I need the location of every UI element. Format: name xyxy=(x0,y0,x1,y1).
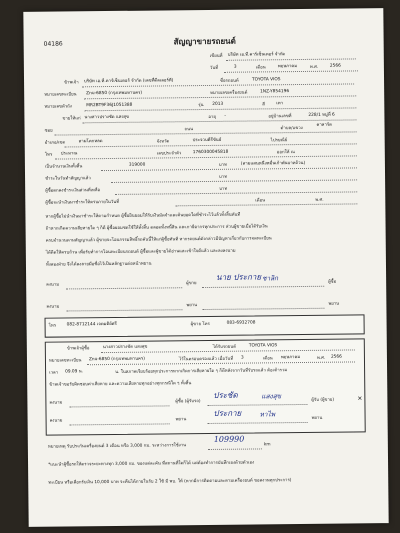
date-line xyxy=(224,70,358,72)
address-label: อยู่บ้านเลขที่ xyxy=(268,114,292,120)
receipt-buyer-role: ผู้ซื้อ (ผู้รับรถ) xyxy=(175,399,201,405)
receipt-plate: Znu-6850 (กรุงเทพมหานคร) xyxy=(88,356,145,363)
color-value: เทา xyxy=(276,101,284,107)
price-label: เป็นจำนวนเงินทั้งสิ้น xyxy=(44,164,83,170)
delivered-label: ไว้ในครอบครองแล้ว เมื่อวันที่ xyxy=(178,356,234,363)
deadline-month-label: เดือน xyxy=(255,198,266,204)
buyer-name: นางสาวปรางชัด แสงสุข xyxy=(84,114,130,121)
received-car: TOYOTA VIOS xyxy=(248,343,278,349)
phone-line xyxy=(55,155,357,159)
time-value: 09.09 น. xyxy=(65,369,84,375)
sign-label-seller: ลงนาม xyxy=(46,282,60,288)
place-label: เขียนที่ xyxy=(209,53,223,59)
date-label: วันที่ xyxy=(209,65,219,71)
province-label: จังหวัด xyxy=(156,139,170,145)
buyer-phone: 083-6932708 xyxy=(226,320,256,326)
receipt-signature-1-note: แสงสุข xyxy=(261,392,282,401)
deadline-year-label: พ.ศ. xyxy=(315,197,324,203)
buyer-phone-label: ผู้ขาย โทร xyxy=(190,321,210,328)
chassis-label: หมายเลขตัวถัง xyxy=(44,104,72,110)
deposit-line xyxy=(111,179,357,183)
date-month: พฤษภาคม xyxy=(277,64,298,70)
deposit-baht: บาท xyxy=(219,174,228,180)
got-car-label: ได้รับรถยนต์ xyxy=(212,344,237,350)
mileage-line xyxy=(208,448,262,450)
receipt-receiver-role: ผู้รับ (ผู้ขาย) xyxy=(311,397,335,403)
district-line xyxy=(65,143,357,147)
rest-line xyxy=(115,191,357,195)
clause-3: ครบจำนวนตามสัญญาแล้ว ผู้ขายจะโอนกรรมสิทธิ์รถคันนี้ให้แก่ผู้ซื้อทันที หากรถยนต์ดังกล่าวมีปัญหาเกี่ยวกับการจดทะเบียน xyxy=(45,236,272,244)
seller-label: ข้าพเจ้า xyxy=(64,80,79,86)
seller-role: ผู้ขาย xyxy=(186,281,197,287)
receipt-clause-2: ข้าพเจ้าขอรับผิดชอบค่าเสียหาย และความเสียหายทุกอย่างทุกกรณีใด ๆ ทั้งสิ้น xyxy=(49,381,192,388)
engine-label: หมายเลขเครื่องยนต์ xyxy=(210,90,248,96)
document-title: สัญญาขายรถยนต์ xyxy=(173,36,236,47)
seller-phone-label: โทร xyxy=(48,323,57,329)
seller-sign-line xyxy=(66,287,182,289)
witness-line-1 xyxy=(66,309,182,311)
witness-role-2: พยาน xyxy=(328,301,340,307)
time-label: เวลา xyxy=(49,370,59,376)
deadline-label: ผู้ซื้อจะนำเงินมาชำระให้ครบภายในวันที่ xyxy=(45,199,120,206)
date-year: 2566 xyxy=(329,63,341,69)
receipt-sign-label-1: ลงนาม xyxy=(49,400,63,406)
model-year-value: 2013 xyxy=(212,101,224,107)
phone-label: โทร xyxy=(44,152,53,158)
house-no: 228/1 หมู่ที่ 6 xyxy=(308,112,335,118)
deposit-label: ชำระในวันทำสัญญาแล้ว xyxy=(45,176,91,182)
subdistrict-value: คาลาร์ต xyxy=(316,122,332,128)
subdistrict-label: ตำบล/แขวง xyxy=(280,125,303,132)
seller-name: บริษัท เอ.ที.คาร์เซ็นเตอร์ จำกัด (เลขที่ดีลเลอร์ที) xyxy=(84,78,174,85)
mileage-unit: km xyxy=(263,442,271,448)
receipt-day: 3 xyxy=(240,355,244,361)
footer-note-2: ทะเบียน หรือเลือกรับเงิน 10,000 บาท จะคืนได้ภายในรับ 2 ใช้ มี พบ. ให้ (หากมีการติดตามและตามเครื่องยนต์ ขอสงวนทุกประการ) xyxy=(48,478,292,486)
soi-line xyxy=(55,131,357,135)
footer-note-1: *แนะนำผู้ซื้อรถให้ตรวจระยะทางทุก 3,000 กม. ของแต่ละคัน ที่สถานที่ใดก็ได้ แต่ต้องทำการบันทึกเองด้วยตัวเอง xyxy=(48,460,255,468)
buyer-role: ผู้ซื้อ xyxy=(328,279,337,285)
brand-label: ชื่อรถยนต์ xyxy=(220,78,239,84)
color-label: สี xyxy=(262,102,265,108)
contract-paper xyxy=(23,8,388,527)
deadline-line xyxy=(175,203,357,206)
receipt-year-label: พ.ศ. xyxy=(316,355,326,361)
id-label: เลขประจำตัว xyxy=(156,151,182,157)
price-value: 319000 xyxy=(128,162,146,168)
receipt-sign-label-2: ลงนาม xyxy=(49,418,63,424)
seller-phone: 082-8712144 เจตมติย์ศรี xyxy=(66,321,117,328)
cross-mark: ✕ xyxy=(357,395,363,403)
receipt-signature-1: ประชัด xyxy=(213,390,238,400)
receipt-signature-2: ประกาย xyxy=(213,408,242,418)
receipt-witness-role-1: พยาน xyxy=(175,417,187,423)
witness-role-1: พยาน xyxy=(186,303,198,309)
buyer-sign-line xyxy=(202,286,324,288)
phone-value: ประมาณ xyxy=(60,151,78,157)
plate-label: หมายเลขทะเบียน xyxy=(44,92,77,98)
soi-label: ซอย xyxy=(44,128,53,134)
receipt-clause-1: น. ในสภาพเรียบร้อยทุกประการหากเกิดการเสียหายใด ๆ ก็ดีหลังจากวันที่รับรถแล้ว ต้องถ้ารวม xyxy=(115,368,288,375)
seller-signature: นาย ประกาย xyxy=(216,272,262,282)
receipt-month-label: เดือน xyxy=(262,356,273,362)
seller-signature-note: ชาลิก xyxy=(262,274,279,283)
id-value: 1760300045818 xyxy=(192,149,229,156)
sign-label-witness: ลงนาม xyxy=(46,304,60,310)
sold-to-label: ขายให้แก่ xyxy=(62,116,81,122)
clause-2: ถ้าหากเกิดความเสียหายใด ๆ ก็ดี ผู้ซื้อยอมชดใช้ให้ทั้งสิ้น ตลอดทั้งหนี้สิน และภาษีอากรทุกประการ ส่วนผู้ขายเมื่อได้รับเงิน xyxy=(45,224,268,232)
age-label: อายุ xyxy=(208,114,216,120)
issued-at-label: ออกให้ ณ xyxy=(276,150,295,156)
postcode-label: ไปรษณีย์ xyxy=(270,138,288,144)
age-value: - xyxy=(224,113,227,119)
price-baht: บาท xyxy=(218,162,227,168)
receipt-year: 2566 xyxy=(330,354,342,360)
month-label: เดือน xyxy=(255,65,266,71)
clause-5: ทั้งสองฝ่าย จึงได้ลงลายมือชื่อไว้เป็นหลักฐานต่อหน้าพยาน xyxy=(45,261,152,268)
model-year-label: รุ่น xyxy=(198,103,204,109)
price-words: (สามแสนหนึ่งหมื่นเก้าพันบาทถ้วน) xyxy=(240,160,306,167)
receipt-month: พฤษภาคม xyxy=(280,355,301,361)
receipt-signature-2-note: หาไพ xyxy=(259,410,276,419)
witness-line-2 xyxy=(202,308,324,310)
clause-4: ได้ติดให้ครบถ้วน เพื่อรับทำการโอนทะเบียนรถยนต์ ผู้ซื้อและผู้ขายได้อ่านและเข้าใจดีแล้ว และลงลงนาม xyxy=(45,248,236,256)
rest-baht: บาท xyxy=(219,186,228,192)
rest-label: ผู้ซื้อตกลงชำระเงินส่วนที่เหลือ xyxy=(45,188,101,194)
district-label: อำเภอ/เขต xyxy=(44,140,66,146)
chassis-value: MR2BT9F36J1051388 xyxy=(86,102,133,109)
engine-value: 1NZ-Y854196 xyxy=(260,89,290,95)
clause-1: หากผู้ซื้อไม่นำเงินมาชำระให้ตามกำหนด ผู้ซื้อยินยอมให้รับเงินมัดจำและค้นยอดใดที่ชำระไว้แล้วทั้งสิ้นทันที xyxy=(45,212,241,220)
place-line xyxy=(226,58,356,60)
mileage-value: 109990 xyxy=(213,434,245,444)
place-value: บริษัท เอ.ที.คาร์เซ็นเตอร์ จำกัด xyxy=(227,52,286,58)
date-day: 3 xyxy=(233,64,237,70)
road-label: ถนน xyxy=(184,127,194,133)
year-label: พ.ศ. xyxy=(309,64,319,70)
mileage-label: หมายเหตุ รับประกันเครื่องยนต์ 3 เดือน หรือ 3,000 กม. ระหว่างการใช้งาน xyxy=(47,443,187,450)
province-value: ประจวบคีรีขันธ์ xyxy=(192,137,222,144)
receipt-witness-role-2: พยาน xyxy=(311,415,323,421)
plate-value: Znu-6850 (กรุงเทพมหานคร) xyxy=(86,90,143,97)
receipt-plate-label: หมายเลขทะเบียน xyxy=(48,358,82,364)
brand-value: TOYOTA VIOS xyxy=(252,77,281,83)
receiver-name: นางสาวปรางชัด แสงสุข xyxy=(102,344,148,351)
district-value: สามโคกหลด xyxy=(78,139,103,145)
receiver-label: ข้าพเจ้าผู้ซื้อ xyxy=(66,346,90,352)
document-number: 04186 xyxy=(43,40,63,48)
